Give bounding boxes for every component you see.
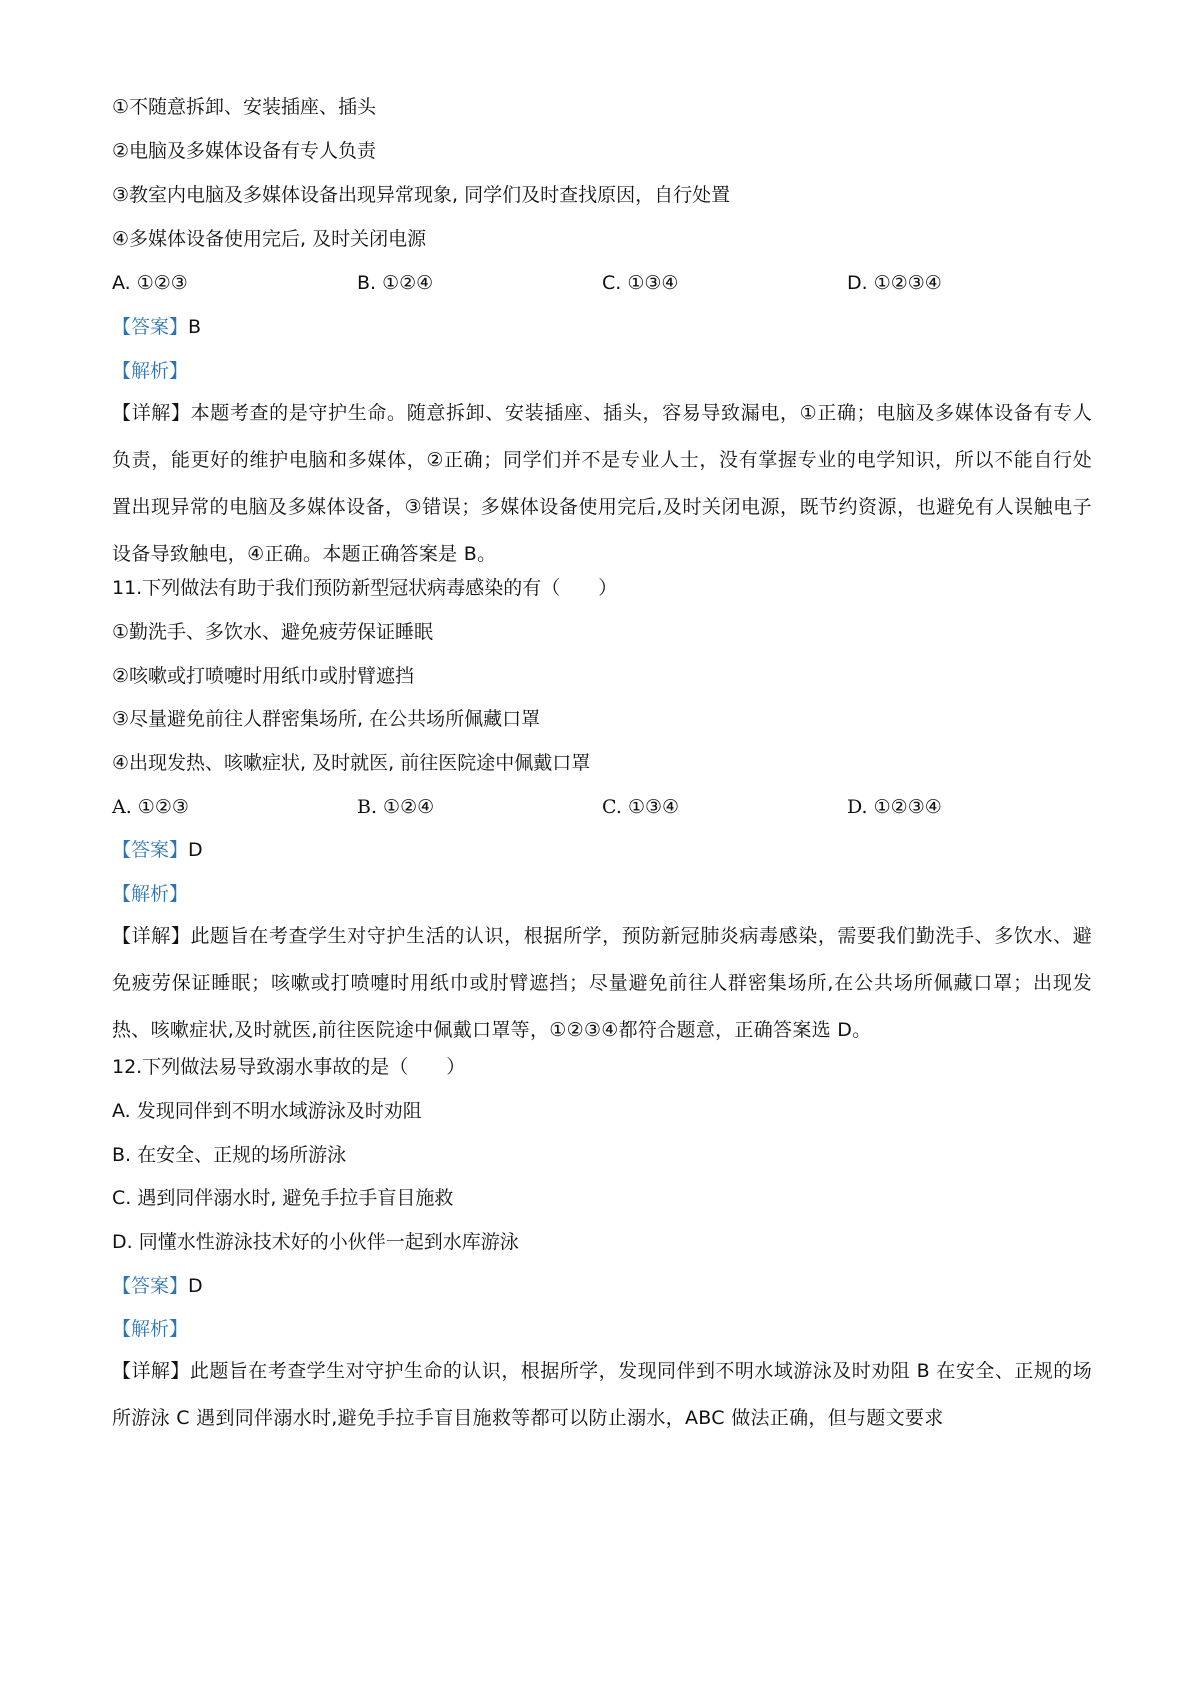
option-a: A. ①②③	[112, 796, 189, 818]
answer-line	[112, 837, 203, 863]
detail-tag: 【详解】	[112, 925, 191, 947]
answer-options	[112, 270, 1102, 296]
answer-tag: 【答案】	[112, 316, 189, 338]
analysis-tag: 【解析】	[112, 360, 189, 382]
answer-line	[112, 314, 201, 340]
answer-options	[112, 794, 1102, 820]
question-stem: 11.下列做法有助于我们预防新型冠状病毒感染的有（ ）	[112, 577, 618, 599]
detail-text: 此题旨在考查学生对守护生活的认识，根据所学，预防新冠肺炎病毒感染，需要我们勤洗手、多饮水、避免疲劳保证睡眠；咳嗽或打喷嚏时用纸巾或肘臂遮挡；尽量避免前往人群密集场所,在公共场所佩藏口罩；出现发热、咳嗽症状,及时就医,前往医院途中佩戴口罩等，①②③④都符合题意，正确答案选 D。	[112, 925, 1093, 1041]
option-c: C. ①③④	[602, 796, 680, 818]
analysis-tag: 【解析】	[112, 883, 189, 905]
detail-paragraph	[112, 1348, 1092, 1442]
option-b: B. 在安全、正规的场所游泳	[112, 1144, 347, 1166]
analysis-line	[112, 1316, 188, 1342]
option-a: A. 发现同伴到不明水域游泳及时劝阻	[112, 1100, 422, 1122]
answer-value: D	[188, 839, 203, 861]
statement-item: ③尽量避免前往人群密集场所, 在公共场所佩藏口罩	[112, 708, 541, 730]
option-c: C. ①③④	[602, 272, 679, 294]
statement-item: ①不随意拆卸、安装插座、插头	[112, 96, 377, 118]
option-b: B. ①②④	[357, 796, 435, 818]
detail-paragraph	[112, 913, 1092, 1054]
option-d: D. ①②③④	[847, 796, 942, 818]
detail-tag: 【详解】	[112, 1360, 190, 1382]
option-b: B. ①②④	[357, 272, 434, 294]
answer-line	[112, 1273, 203, 1299]
statement-item: ②电脑及多媒体设备有专人负责	[112, 140, 377, 162]
detail-paragraph	[112, 390, 1092, 578]
option-a: A. ①②③	[112, 272, 188, 294]
analysis-tag: 【解析】	[112, 1318, 189, 1340]
answer-tag: 【答案】	[112, 839, 189, 861]
detail-tag: 【详解】	[112, 402, 191, 424]
analysis-line	[112, 881, 188, 907]
answer-value: B	[188, 316, 202, 338]
option-c: C. 遇到同伴溺水时, 避免手拉手盲目施救	[112, 1187, 454, 1209]
detail-text: 此题旨在考查学生对守护生命的认识，根据所学，发现同伴到不明水域游泳及时劝阻 B 在安全、正规的场所游泳 C 遇到同伴溺水时,避免手拉手盲目施救等都可以防止溺水，ABC 做法正确，但与题文要求	[112, 1360, 1092, 1429]
analysis-line	[112, 358, 188, 384]
detail-text: 本题考查的是守护生命。随意拆卸、安装插座、插头，容易导致漏电，①正确；电脑及多媒体设备有专人负责，能更好的维护电脑和多媒体，②正确；同学们并不是专业人士，没有掌握专业的电学知识，所以不能自行处置出现异常的电脑及多媒体设备，③错误；多媒体设备使用完后,及时关闭电源，既节约资源，也避免有人误触电子设备导致触电，④正确。本题正确答案是 B。	[112, 402, 1092, 565]
option-d: D. 同懂水性游泳技术好的小伙伴一起到水库游泳	[112, 1231, 519, 1253]
statement-item: ④多媒体设备使用完后, 及时关闭电源	[112, 228, 427, 250]
option-d: D. ①②③④	[847, 272, 942, 294]
answer-value: D	[188, 1275, 203, 1297]
answer-tag: 【答案】	[112, 1275, 189, 1297]
statement-item: ①勤洗手、多饮水、避免疲劳保证睡眠	[112, 621, 434, 643]
question-stem: 12.下列做法易导致溺水事故的是（ ）	[112, 1056, 466, 1078]
statement-item: ③教室内电脑及多媒体设备出现异常现象, 同学们及时查找原因，自行处置	[112, 184, 731, 206]
statement-item: ②咳嗽或打喷嚏时用纸巾或肘臂遮挡	[112, 665, 415, 687]
statement-item: ④出现发热、咳嗽症状, 及时就医, 前往医院途中佩戴口罩	[112, 752, 591, 774]
